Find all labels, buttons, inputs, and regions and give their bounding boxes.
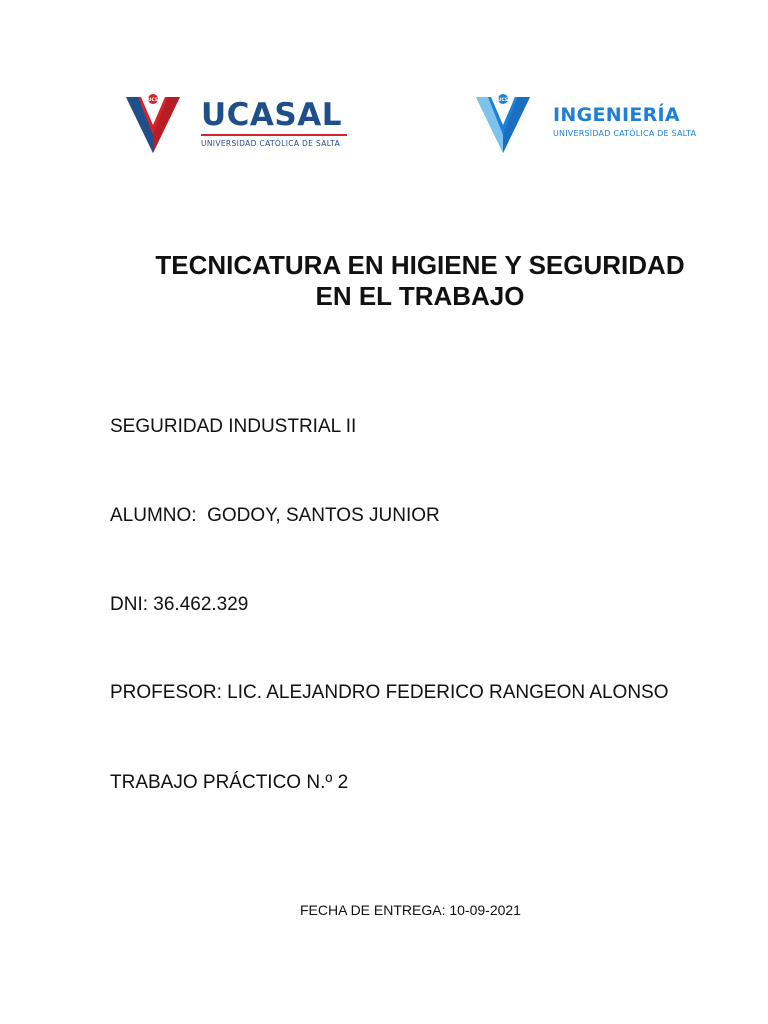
- ingenieria-subtitle: UNIVERSIDAD CATÓLICA DE SALTA: [553, 128, 697, 138]
- ucasal-wordmark: [201, 97, 347, 148]
- ingenieria-emblem-icon: [476, 93, 530, 155]
- ucasal-subtitle: UNIVERSIDAD CATÓLICA DE SALTA: [201, 139, 341, 148]
- subject-text: SEGURIDAD INDUSTRIAL II: [110, 416, 357, 437]
- dni-text: DNI: 36.462.329: [110, 594, 249, 615]
- document-title: [60, 250, 768, 312]
- delivery-date: FECHA DE ENTREGA: 10-09-2021: [300, 902, 521, 918]
- title-line-1: TECNICATURA EN HIGIENE Y SEGURIDAD: [155, 250, 685, 280]
- ucasal-name: UCASAL: [201, 97, 342, 133]
- ucasal-logo: [126, 93, 347, 155]
- ucasal-divider: [201, 134, 347, 136]
- ucasal-emblem-text: UCS: [147, 98, 159, 103]
- assignment-text: TRABAJO PRÁCTICO N.º 2: [110, 772, 349, 793]
- ingenieria-wordmark: [553, 103, 697, 138]
- ingenieria-logo: [476, 93, 696, 155]
- ucasal-emblem-icon: [126, 93, 180, 155]
- ingenieria-emblem-text: UCS: [497, 98, 509, 103]
- student-text: ALUMNO: GODOY, SANTOS JUNIOR: [110, 505, 440, 526]
- professor-text: PROFESOR: LIC. ALEJANDRO FEDERICO RANGEON ALONSO: [110, 682, 669, 703]
- title-line-2: EN EL TRABAJO: [315, 281, 525, 311]
- ingenieria-name: INGENIERÍA: [553, 103, 680, 126]
